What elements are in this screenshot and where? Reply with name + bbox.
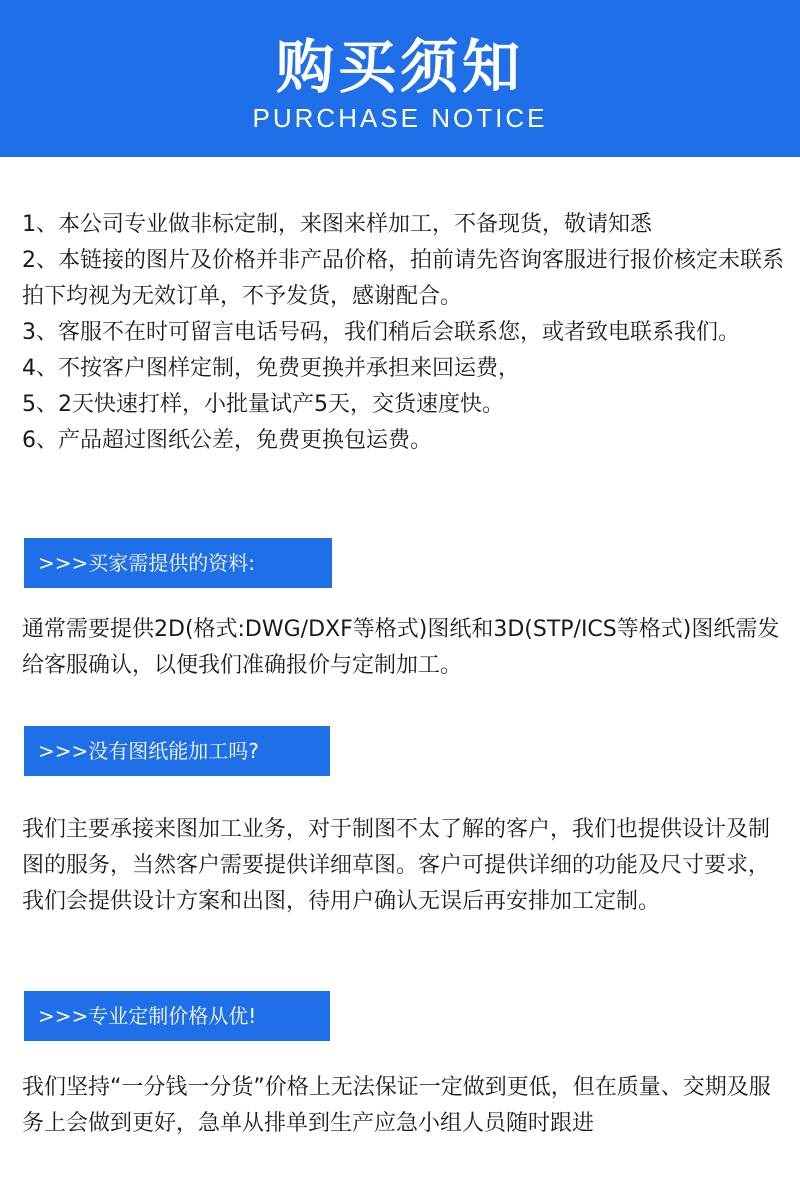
section-text-materials: 通常需要提供2D(格式:DWG/DXF等格式)图纸和3D(STP/ICS等格式)图纸需发给客服确认，以便我们准确报价与定制加工。 bbox=[22, 617, 780, 678]
notice-list bbox=[22, 207, 787, 459]
page-subtitle: PURCHASE NOTICE bbox=[252, 103, 548, 133]
section-tag-materials: >>>买家需提供的资料: bbox=[24, 538, 332, 588]
section-tag-no-drawing: >>>没有图纸能加工吗? bbox=[24, 726, 330, 776]
notice-item-2: 2、本链接的图片及价格并非产品价格，拍前请先咨询客服进行报价核定未联系拍下均视为无效订单，不予发货，感谢配合。 bbox=[22, 248, 784, 309]
section-text-pricing: 我们坚持“一分钱一分货”价格上无法保证一定做到更低，但在质量、交期及服务上会做到更好，急单从排单到生产应急小组人员随时跟进 bbox=[22, 1075, 771, 1136]
page-title: 购买须知 bbox=[275, 33, 524, 101]
header-banner bbox=[0, 0, 800, 157]
notice-item-6: 6、产品超过图纸公差，免费更换包运费。 bbox=[22, 428, 432, 453]
notice-item-3: 3、客服不在时可留言电话号码，我们稍后会联系您，或者致电联系我们。 bbox=[22, 320, 740, 345]
section-tag-pricing: >>>专业定制价格从优! bbox=[24, 991, 330, 1041]
notice-item-4: 4、不按客户图样定制，免费更换并承担来回运费， bbox=[22, 356, 520, 381]
notice-item-1: 1、本公司专业做非标定制，来图来样加工，不备现货，敬请知悉 bbox=[22, 212, 652, 237]
section-text-no-drawing: 我们主要承接来图加工业务，对于制图不太了解的客户，我们也提供设计及制图的服务，当然客户需要提供详细草图。客户可提供详细的功能及尺寸要求，我们会提供设计方案和出图，待用户确认无误后再安排加工定制。 bbox=[22, 817, 771, 914]
notice-item-5: 5、2天快速打样，小批量试产5天，交货速度快。 bbox=[22, 392, 504, 417]
